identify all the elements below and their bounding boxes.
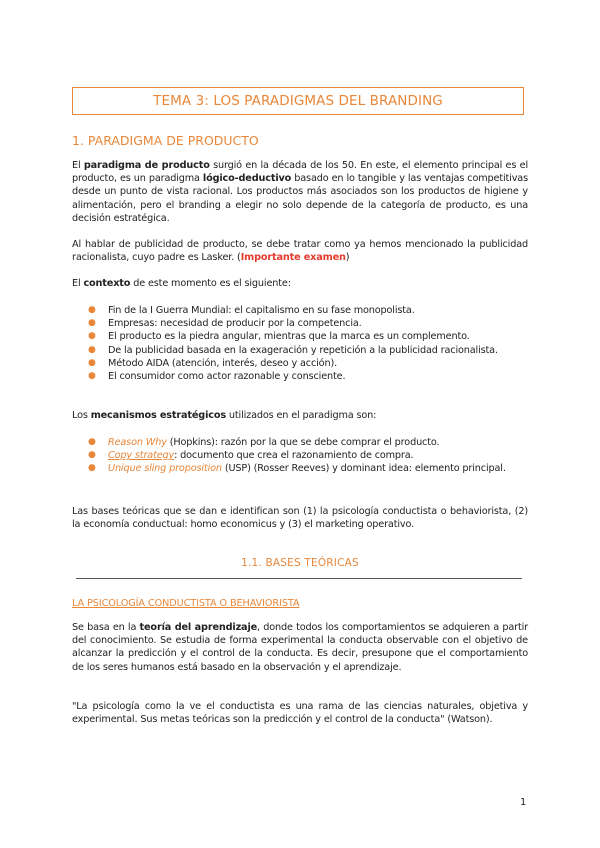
- bullet-icon: ●: [88, 318, 96, 329]
- paragraph-context: El contexto de este momento es el siguiente:: [72, 278, 291, 289]
- bullet-icon: ●: [88, 371, 96, 382]
- page-number: 1: [520, 797, 527, 808]
- title-box: [72, 87, 524, 115]
- list-item: ● El consumidor como actor razonable y consciente.: [88, 371, 346, 383]
- list-item: ● Copy strategy: documento que crea el razonamiento de compra.: [88, 450, 414, 462]
- bullet-icon: ●: [88, 463, 96, 474]
- paragraph-learning: Se basa en la teoría del aprendizaje, donde todos los comportamientos se adquieren a partir del conocimiento. Se estudia de forma experimental la conducta observable con el objetivo de alcanzar la predicción y el control de la conducta. Es decir, presupone que el comportamiento de los seres humanos está basado en la observación y el aprendizaje.: [72, 622, 528, 673]
- bullet-icon: ●: [88, 344, 96, 355]
- bullet-icon: ●: [88, 357, 96, 368]
- section-heading: 1. PARADIGMA DE PRODUCTO: [72, 133, 259, 148]
- paragraph-lasker: Al hablar de publicidad de producto, se debe tratar como ya hemos mencionado la publicidad racionalista, cuyo padre es Lasker. (Importante examen): [72, 239, 528, 264]
- bullet-icon: ●: [88, 437, 96, 447]
- list-item: ● Reason Why (Hopkins): razón por la que se debe comprar el producto.: [88, 437, 440, 448]
- paragraph-intro: El paradigma de producto surgió en la década de los 50. En este, el elemento principal es el producto, es un paradigma lógico-deductivo basado en lo tangible y las ventajas competitivas desde un punto de vista racional. Los productos más asociados son los productos de higiene y alimentación, pero el branding a elegir no solo depende de la categoría de producto, es una decisión estratégica.: [72, 160, 528, 224]
- important-note: Importante examen: [240, 252, 346, 264]
- bullet-icon: ●: [88, 450, 96, 461]
- page-title: TEMA 3: LOS PARADIGMAS DEL BRANDING: [153, 93, 443, 109]
- list-item: ● El producto es la piedra angular, mientras que la marca es un complemento.: [88, 331, 470, 343]
- bullet-icon: ●: [88, 305, 96, 315]
- list-item: ● De la publicidad basada en la exageración y repetición a la publicidad racionalista.: [88, 344, 498, 356]
- quote-watson: "La psicología como la ve el conductista es una rama de las ciencias naturales, objetiva y experimental. Sus metas teóricas son la predicción y el control de la conducta" (Watson).: [72, 701, 528, 726]
- sub-heading: LA PSICOLOGÍA CONDUCTISTA O BEHAVIORISTA: [72, 598, 300, 609]
- bullet-icon: ●: [88, 331, 96, 342]
- list-item: ● Empresas: necesidad de producir por la competencia.: [88, 318, 362, 330]
- list-item: ● Fin de la I Guerra Mundial: el capitalismo en su fase monopolista.: [88, 305, 415, 316]
- divider: [76, 578, 522, 579]
- list-item: ● Método AIDA (atención, interés, deseo y acción).: [88, 357, 338, 369]
- paragraph-mechanisms: Los mecanismos estratégicos utilizados en el paradigma son:: [72, 410, 377, 421]
- list-item: ● Unique sling proposition (USP) (Rosser Reeves) y dominant idea: elemento principal.: [88, 463, 506, 475]
- subsection-heading: 1.1. BASES TEÓRICAS: [241, 557, 359, 569]
- paragraph-bases: Las bases teóricas que se dan e identifican son (1) la psicología conductista o behaviorista, (2) la economía conductual: homo economicus y (3) el marketing operativo.: [72, 506, 528, 531]
- context-list: [72, 304, 528, 383]
- mechanisms-list: [72, 436, 528, 476]
